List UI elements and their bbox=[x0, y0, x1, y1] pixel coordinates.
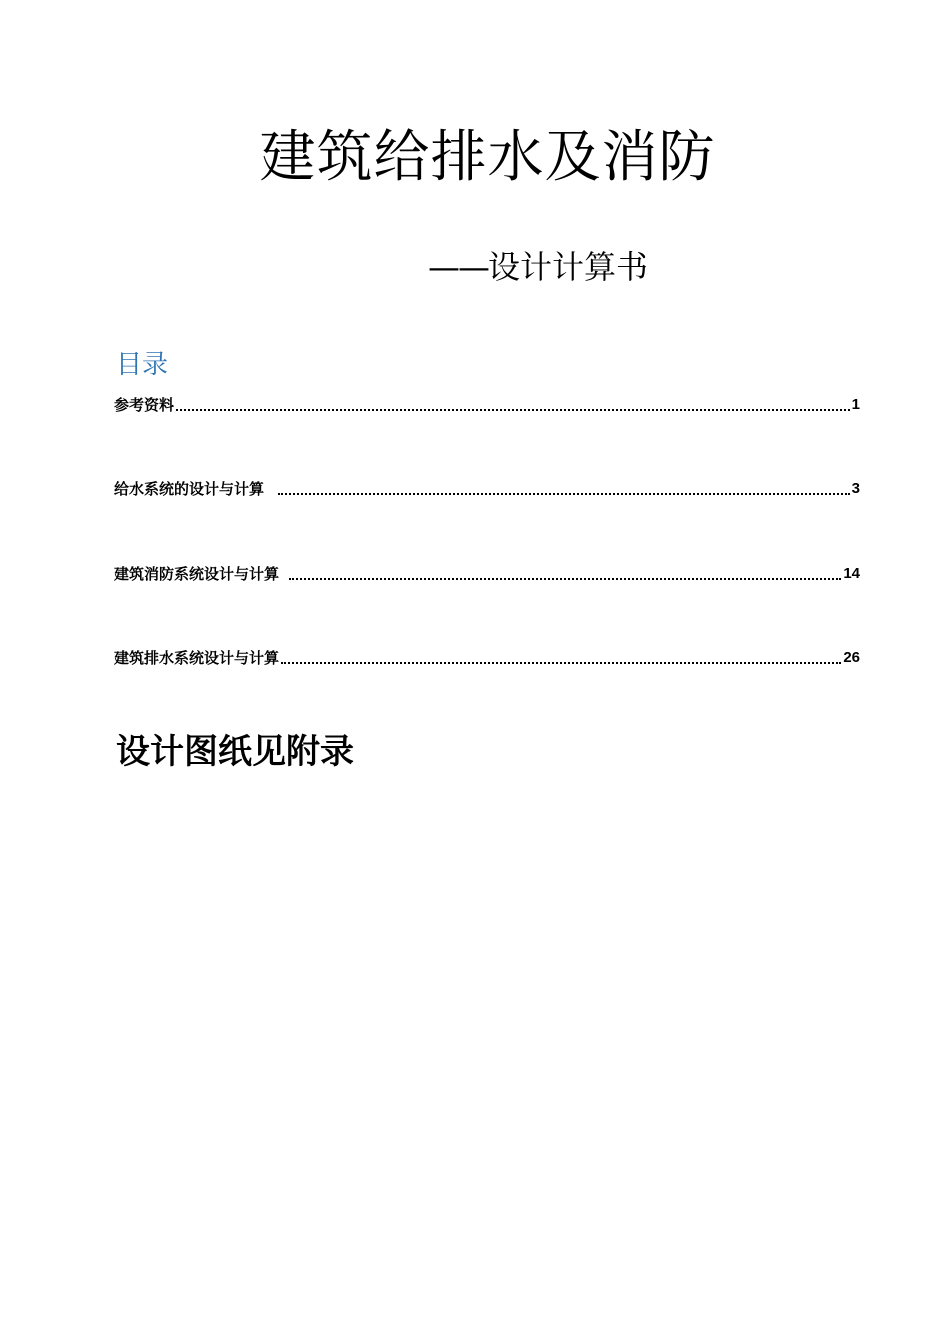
toc-leader-dots bbox=[278, 492, 850, 495]
toc-entry-page: 3 bbox=[851, 480, 860, 497]
toc-entry-page: 26 bbox=[843, 649, 860, 666]
subtitle-text: 设计计算书 bbox=[488, 248, 649, 286]
toc-entry-fire-protection[interactable] bbox=[114, 562, 860, 586]
toc-leader-dots bbox=[289, 577, 841, 580]
toc-entry-drainage[interactable] bbox=[114, 646, 860, 670]
document-subtitle bbox=[428, 243, 648, 291]
toc-entry-label: 建筑排水系统设计与计算 bbox=[114, 649, 280, 667]
toc-entry-label: 给水系统的设计与计算 bbox=[114, 480, 265, 498]
toc-leader-dots bbox=[281, 661, 841, 664]
toc-heading: 目录 bbox=[116, 350, 169, 380]
toc-leader-dots bbox=[176, 408, 850, 411]
appendix-note: 设计图纸见附录 bbox=[116, 732, 354, 772]
toc-entry-references[interactable] bbox=[114, 393, 860, 417]
document-title: 建筑给排水及消防 bbox=[259, 125, 716, 190]
toc-entry-page: 1 bbox=[851, 396, 860, 413]
toc-entry-water-supply[interactable] bbox=[114, 477, 860, 501]
toc-entry-label: 建筑消防系统设计与计算 bbox=[114, 565, 280, 583]
toc-entry-label: 参考资料 bbox=[114, 396, 175, 414]
toc-entry-page: 14 bbox=[843, 565, 860, 582]
subtitle-dash: —— bbox=[428, 248, 488, 286]
